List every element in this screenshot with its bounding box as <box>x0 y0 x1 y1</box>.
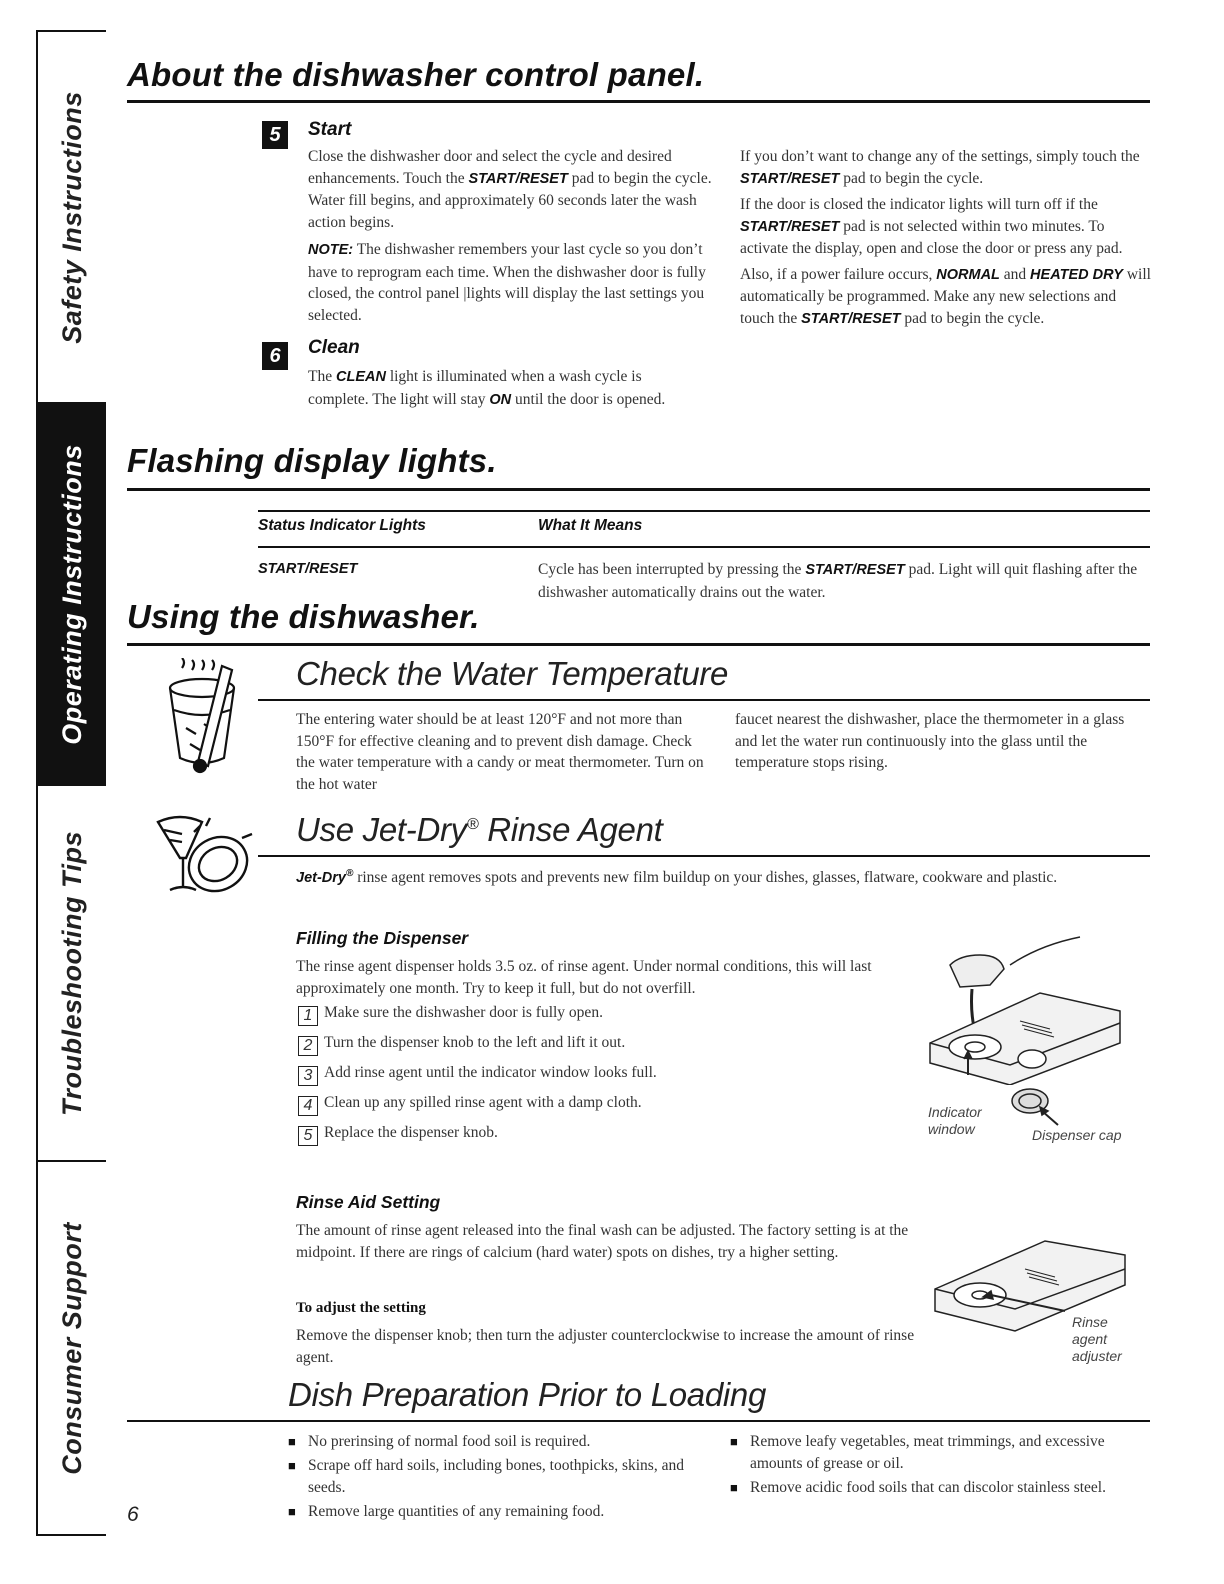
list-item: 4 Clean up any spilled rinse agent with a damp cloth. <box>298 1094 898 1124</box>
glass-and-plate-icon <box>150 808 260 908</box>
water-temp-right-text: faucet nearest the dishwasher, place the thermometer in a glass and let the water run continuously into the glass until the temperature stops rising. <box>735 711 1125 771</box>
col-meaning-header: What It Means <box>538 517 643 534</box>
list-item: ■ Remove large quantities of any remaining food. <box>288 1501 708 1523</box>
list-item: 3 Add rinse agent until the indicator window looks full. <box>298 1064 898 1094</box>
heading-rule <box>127 488 1150 491</box>
dish-prep-right-list <box>730 1431 1130 1501</box>
start-title: Start <box>308 119 352 140</box>
status-meaning: Cycle has been interrupted by pressing the START/RESET pad. Light will quit flashing after the dishwasher automatically drains out the water. <box>538 561 1138 601</box>
table-header-rule <box>258 546 1150 548</box>
list-item: ■ No prerinsing of normal food soil is required. <box>288 1431 708 1453</box>
list-item: 2 Turn the dispenser knob to the left and lift it out. <box>298 1034 898 1064</box>
tab-label: Troubleshooting Tips <box>56 830 87 1116</box>
adjust-setting-title: To adjust the setting <box>296 1300 426 1316</box>
clean-text: The CLEAN light is illuminated when a wash cycle is complete. The light will stay ON until the door is opened. <box>308 368 666 408</box>
heading-rule <box>127 643 1150 646</box>
tab-label: Safety Instructions <box>56 90 87 344</box>
clean-title: Clean <box>308 337 360 358</box>
step-6-badge: 6 <box>262 342 288 370</box>
control-panel-heading: About the dishwasher control panel. <box>127 56 705 93</box>
filling-steps-list <box>298 1004 898 1154</box>
rinse-dispenser-illustration <box>920 925 1130 1085</box>
tab-operating-instructions[interactable] <box>38 404 106 786</box>
dispenser-cap-caption: Dispenser cap <box>1032 1127 1122 1143</box>
list-item: 1 Make sure the dishwasher door is fully open. <box>298 1004 898 1034</box>
step-5-badge: 5 <box>262 121 288 149</box>
section-rule <box>258 855 1150 857</box>
flashing-heading: Flashing display lights. <box>127 442 497 479</box>
using-heading: Using the dishwasher. <box>127 598 480 635</box>
jetdry-intro: Jet-Dry® rinse agent removes spots and prevents new film buildup on your dishes, glasses, flatware, cookware and plastic. <box>296 868 1058 887</box>
water-temp-title: Check the Water Temperature <box>296 655 729 692</box>
rinse-aid-text: The amount of rinse agent released into the final wash can be adjusted. The factory setting is at the midpoint. If there are rings of calcium (hard water) spots on dishes, try a higher setting. <box>296 1222 909 1261</box>
tab-label: Operating Instructions <box>56 443 87 745</box>
section-rule <box>258 699 1150 701</box>
filling-text: The rinse agent dispenser holds 3.5 oz. of rinse agent. Under normal conditions, this will last approximately one month. Try to keep it full, but do not overfill. <box>296 958 872 997</box>
step-number: 2 <box>298 1036 318 1056</box>
page-number: 6 <box>127 1503 139 1526</box>
dish-prep-title: Dish Preparation Prior to Loading <box>288 1376 767 1413</box>
rinse-adjuster-caption: Rinse agent adjuster <box>1072 1314 1122 1364</box>
indicator-window-caption: Indicator window <box>928 1104 982 1137</box>
tab-troubleshooting-tips[interactable] <box>38 786 106 1162</box>
filling-title: Filling the Dispenser <box>296 928 469 948</box>
heading-rule <box>127 100 1150 103</box>
control-panel-right-text: If you don’t want to change any of the settings, simply touch the START/RESET pad to begin the cycle. If the door is closed the indicator lights will turn off if the START/RESET pad is not selected within two minutes. To activate the display, open and close the door or press any pad. Also, if a power failure occurs, NORMAL and HEATED DRY will automatically be programmed. Make any new selections and touch the START/RESET pad to begin the cycle. <box>740 148 1151 327</box>
dispenser-cap-drawing <box>1010 1075 1070 1135</box>
adjust-setting-text: Remove the dispenser knob; then turn the adjuster counterclockwise to increase the amount of rinse agent. <box>296 1327 915 1366</box>
water-temp-left-text: The entering water should be at least 120°F and not more than 150°F for effective cleaning and to prevent dish damage. Check the water temperature with a candy or meat thermometer. Turn on the hot water <box>296 711 704 793</box>
jetdry-title: Use Jet-Dry® Rinse Agent <box>296 811 663 848</box>
status-start-reset: START/RESET <box>258 561 358 577</box>
dish-prep-left-list <box>288 1431 708 1525</box>
tab-label: Consumer Support <box>56 1221 87 1475</box>
list-item: ■ Remove acidic food soils that can discolor stainless steel. <box>730 1477 1130 1499</box>
tab-safety-instructions[interactable] <box>38 32 106 404</box>
step-number: 5 <box>298 1126 318 1146</box>
step-number: 1 <box>298 1006 318 1026</box>
tab-consumer-support[interactable] <box>38 1162 106 1534</box>
thermometer-glass-icon <box>160 658 260 778</box>
step-number: 3 <box>298 1066 318 1086</box>
list-item: ■ Remove leafy vegetables, meat trimmings, and excessive amounts of grease or oil. <box>730 1431 1130 1475</box>
start-text: Close the dishwasher door and select the cycle and desired enhancements. Touch the START/RESET pad to begin the cycle. Water fill begins, and approximately 60 seconds later the wash action begins. NOTE: The dishwasher remembers your last cycle so you don’t have to reprogram each time. When the dishwasher door is fully closed, the control panel |lights will display the last settings you selected. <box>308 148 712 324</box>
table-top-rule <box>258 510 1150 512</box>
list-item: ■ Scrape off hard soils, including bones, toothpicks, skins, and seeds. <box>288 1455 708 1499</box>
section-rule <box>127 1420 1150 1422</box>
rinse-aid-title: Rinse Aid Setting <box>296 1192 441 1212</box>
step-number: 4 <box>298 1096 318 1116</box>
side-tab-bar <box>36 30 106 1536</box>
col-status-header: Status Indicator Lights <box>258 517 426 534</box>
list-item: 5 Replace the dispenser knob. <box>298 1124 898 1154</box>
